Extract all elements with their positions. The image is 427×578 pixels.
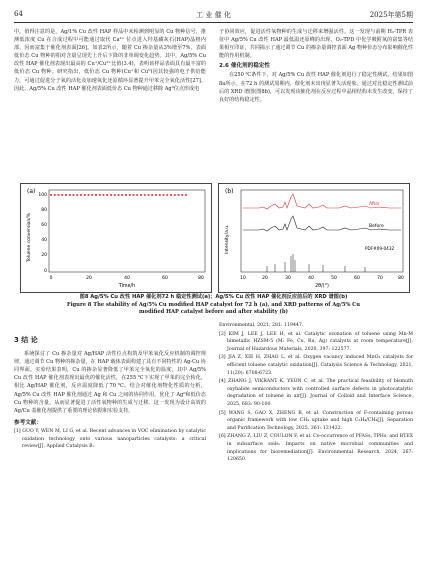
stability-data-point (61, 194, 63, 196)
caption-english-line2: modified HAP catalyst before and after stability (b) (139, 309, 288, 315)
paragraph: 子协同效应，促进活性氧物种的生成与迁移来增强活性。这一发现与前期 H₂-TPR 表征中 Ag/5% Cu 改性 HAP 最低温还原峰的出现、O₂-TPD 中化学吸附氧的富集等结果相互印证，共同揭示了通过调节 Cu 的掺杂量调控表面 Ag 物种价态分布影响催化性能的作用机制。 (219, 29, 413, 60)
x-tick-label: 70 (377, 276, 383, 281)
left-column (14, 28, 206, 93)
panel-a-label: (a) (27, 188, 36, 195)
references-right (219, 322, 413, 464)
lower-right-column (219, 322, 413, 465)
stability-data-point (144, 194, 146, 196)
x-tick-label: 40 (124, 276, 130, 281)
stability-data-point (163, 194, 165, 196)
conclusion-text: 系统探讨了 Cu 掺杂量对 Ag/HAP 活性位点构筑及甲苯氧化反应机制的调控规律，通过调节 Cu 物种的掺杂量，在 HAP 载体表面构建了具有不同特性的 Ag-Cu 协同界面。实验结果表明，Cu 的掺杂显著降低了甲苯完全氧化的温度，其中 Ag/5% Cu 改性 HAP 催化剂表现出最优的催化活性，在255 ℃下实现了甲苯的完全转化，相比 Ag/HAP 催化剂，反应温度降低了70 ℃。结合对催化剂物化性质的分析，Ag/5% Cu 改性 HAP 催化剂通过 Ag 和 Cu 之间的协同作用，优化了 Ag⁰和低价态 Cu 物种的含量，从而显著促进了活性氧物种的生成与迁移。这一发现为设计高效的 Ag/Cu 基催化剂提供了重要的理论依据和实验支持。 (14, 351, 206, 414)
stability-data-point (76, 194, 78, 196)
figure-8 (20, 183, 408, 291)
reference-item: [1] GUO Y, WEN M, LI G, et al. Recent advances in VOC elimination by catalytic oxidation technology onto various nanoparticles catalysts: a critical review[J]. Applied Catalysis B: (14, 428, 206, 450)
x-tick-label: 30 (285, 276, 291, 281)
lower-left-column (14, 322, 206, 452)
figure-panel-b (218, 183, 410, 293)
issue-label: 2025年第5期 (369, 11, 413, 19)
stability-data-point (50, 194, 52, 196)
reference-item: [5] WANG S, GAO X, ZHENG B, et al. Construction of F-containing porous organic framework with low CH₄ uptake and high C₂H₄/CH₄[J]. Separation and Purification Technology, 2025, 361: 131432. (219, 410, 413, 431)
stability-data-point (148, 194, 150, 196)
x-tick-label: 40 (308, 276, 314, 281)
stability-data-point (80, 194, 82, 196)
stability-data-point (69, 194, 71, 196)
stability-data-point (118, 194, 120, 196)
stability-data-point (155, 194, 157, 196)
stability-data-point (58, 194, 60, 196)
paragraph: 在250 ℃条件下，对 Ag/5% Cu 改性 HAP 催化剂进行了稳定性测试，结果如图8a所示。在72 h 的测试周期内，催化剂未出现显著失活现象。通过对比稳定性测试前后的 XRD 谱图(图8b)，可以发现该催化剂在反应过程中晶相结构未发生改变，保持了良好的结构稳定性。 (219, 72, 413, 103)
x-tick-label: 60 (162, 276, 168, 281)
plot-area-a (49, 190, 205, 272)
stability-data-point (174, 194, 176, 196)
figure-panel-a (20, 183, 212, 293)
x-tick-label: 10 (240, 276, 246, 281)
x-tick-label: 20 (86, 276, 92, 281)
caption-chinese: 图8 Ag/5% Cu 改性 HAP 催化剂72 h 稳定性测试(a)；Ag/5% Cu 改性 HAP 催化剂反应前后的 XRD 谱图(b) (79, 294, 348, 300)
stability-data-point (151, 194, 153, 196)
reference-item: [3] JIA Z, XIE H, ZHAO L, et al. Oxygen vacancy induced MnO₂ catalysts for efficient toluene catalytic oxidation[J]. Catalysis Science & Technology, 2021, 11(20): 6708-6723. (219, 355, 413, 376)
stability-data-point (133, 194, 135, 196)
stability-data-point (106, 194, 108, 196)
x-tick-label: 80 (398, 276, 404, 281)
stability-data-point (170, 194, 172, 196)
page-header (14, 10, 413, 23)
panel-b-label: (b) (225, 188, 234, 195)
right-column (219, 28, 413, 104)
x-tick-label: 0 (49, 276, 53, 281)
stability-data-point (88, 194, 90, 196)
stability-data-point (65, 194, 67, 196)
x-axis-label: Time/h (118, 284, 136, 289)
x-tick-label: 50 (331, 276, 337, 281)
references-left (14, 428, 206, 451)
stability-data-point (84, 194, 86, 196)
reference-item: Environmental, 2021, 281: 119447. (219, 323, 304, 328)
stability-data-point (178, 194, 180, 196)
stability-data-point (73, 194, 75, 196)
stability-data-point (54, 194, 56, 196)
stability-data-point (114, 194, 116, 196)
stability-data-point (159, 194, 161, 196)
paragraph: 中。值得注意的是，Ag/1% Cu 改性 HAP 样品中未检测到明显的 Cu 物种信号，推测低浓度 Cu 在合成过程中可能通过取代 Ca²⁺ 位点进入羟基磷灰石(HAP)晶格内部，因而富集于催化剂表面[26]。如表2所示，随着 Cu 掺杂量从3%增至7%，表面低价态 Cu 物种的相对含量呈现先上升后下降的非单调变化趋势。其中，Ag/5% Cu 改性 HAP 催化剂表现出最高的 Cu⁺/Cu²⁺比值(3.4)，表明该样品表面具有最丰富的低价态 Cu 物种。研究指出，低价态 Cu 物种(Cu⁺和 Cu⁰)因其较强的电子供给能力，可通过促进分子氧的活化及加速氧化还原循环显著提升甲苯完全氧化活性[27]。因此，Ag/5% Cu 改性 HAP 催化剂表面低价态 Cu 物种通过移除 Ag⁰位点形成电 (14, 29, 206, 92)
reference-item: [6] ZHANG Z, LIU Z, COULON F, et al. Co-occurrence of PFASs, TPHs, and BTEX in subsurface soils: Impacts on native microbial communities and implications for bioremediation[J]. Environmental Research, 2024, 267: 120650. (219, 434, 413, 463)
stability-data-point (103, 194, 105, 196)
pdf-reference-sticks (267, 254, 365, 272)
reference-item: [4] ZHANG J, VIKRANT K, YEON C, et al. The practical feasibility of bismuth oxyhalide semiconductors with controlled surface defects in photocatalytic degradation of toluene in air[J]. Journal of Colloid and Interface Science, 2025, 683: 90-100. (219, 379, 413, 407)
conclusion-heading: 3 结 论 (14, 336, 38, 344)
figure-caption (14, 294, 413, 317)
stability-data-point (185, 194, 187, 196)
curve-label-before: Before (369, 224, 384, 229)
stability-data-point (136, 194, 138, 196)
reference-item: [2] KIM J, LEE J, LEE H, et al. Catalytic ozonation of toluene using Mn-M bimetallic HZSM-5 (M: Fe, Cu, Ru, Ag) catalysts at room temperature[J]. Journal of Hazardous Materials, 2020, 397: 122577. (219, 331, 413, 352)
stability-data-point (129, 194, 131, 196)
section-heading: 2.6 催化剂的稳定性 (219, 63, 271, 70)
curve-label-after: After (369, 202, 380, 207)
x-tick-label: 80 (198, 276, 204, 281)
journal-name: 工 业 催 化 (196, 11, 231, 19)
pdf-card-label: PDF#09-0432 (365, 246, 395, 251)
x-tick-label: 60 (354, 276, 360, 281)
stability-data-point (125, 194, 127, 196)
stability-data-point (140, 194, 142, 196)
x-tick-label: 20 (262, 276, 268, 281)
y-tick-label: 0 (44, 269, 47, 274)
y-axis-label: Intensity/a.u. (225, 224, 230, 254)
y-tick-label: 60 (41, 223, 47, 228)
stability-data-point (181, 194, 183, 196)
stability-data-point (166, 194, 168, 196)
y-axis-label: Toluene conversion/% (27, 212, 32, 262)
stability-data-point (110, 194, 112, 196)
page-number: 64 (14, 10, 23, 18)
stability-data-point (91, 194, 93, 196)
y-tick-label: 40 (41, 238, 47, 243)
y-tick-label: 80 (41, 208, 47, 213)
stability-data-point (95, 194, 97, 196)
stability-data-point (121, 194, 123, 196)
stability-data-point (99, 194, 101, 196)
x-axis-label: 2θ/(°) (315, 284, 329, 289)
y-tick-label: 100 (38, 193, 47, 198)
caption-english-line1: Figure 8 The stability of Ag/5% Cu modified HAP catalyst for 72 h (a), and XRD patterns of Ag/5% Cu (66, 301, 361, 308)
references-heading: 参考文献： (14, 419, 42, 426)
stability-data-series (50, 194, 187, 196)
y-tick-label: 20 (41, 253, 47, 258)
